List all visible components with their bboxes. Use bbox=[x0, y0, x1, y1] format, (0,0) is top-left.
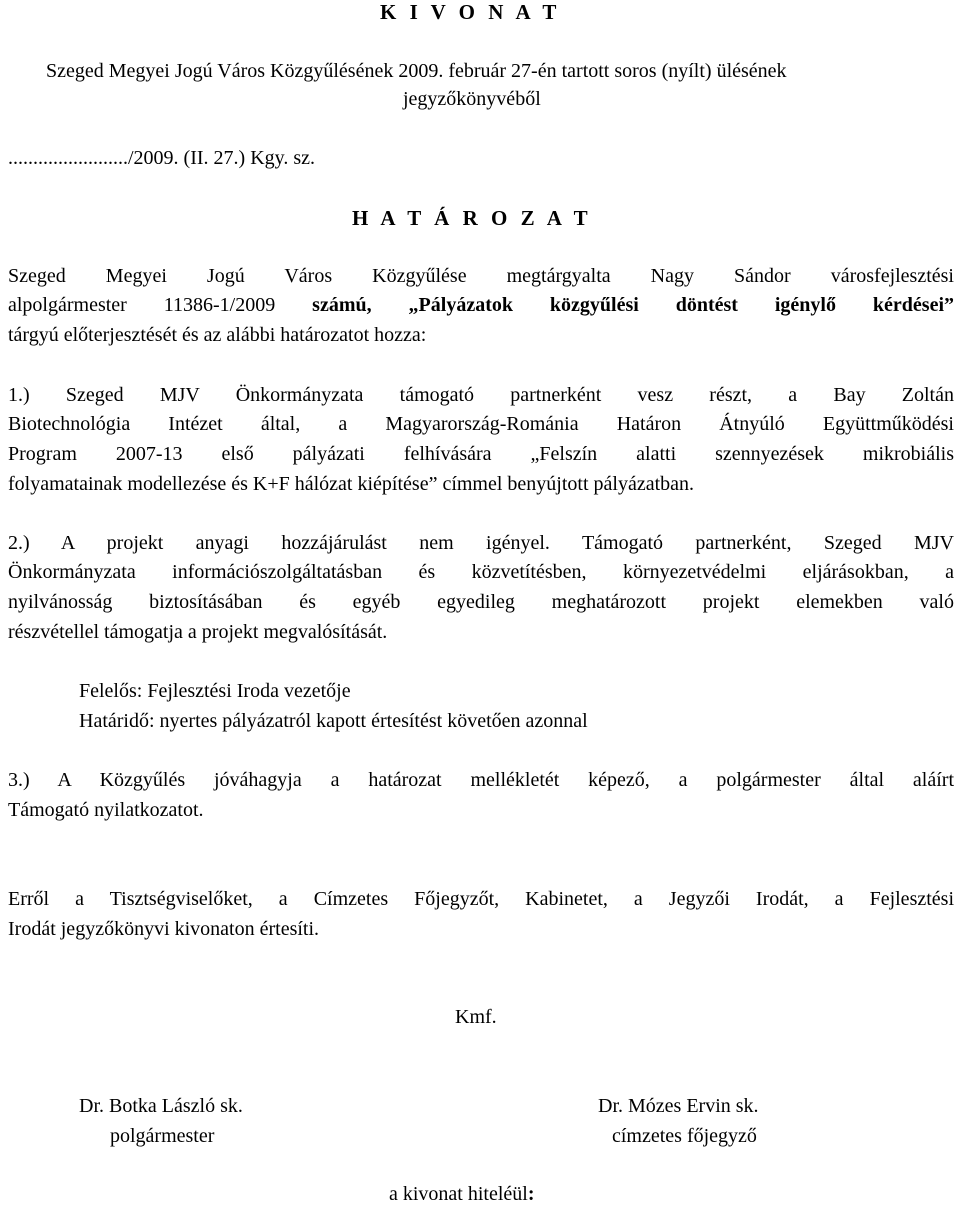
notify-line-1: Erről a Tisztségviselőket, a Címzetes Főjegyzőt, Kabinetet, a Jegyzői Irodát, a Fejlesztési bbox=[8, 888, 954, 910]
resolution-title: H A T Á R O Z A T bbox=[352, 206, 592, 230]
deadline-line: Határidő: nyertes pályázatról kapott értesítést követően azonnal bbox=[79, 710, 588, 732]
signatory-left-title: polgármester bbox=[110, 1125, 215, 1147]
intro-line-2 bbox=[8, 294, 954, 317]
point1-line-4: folyamatainak modellezése és K+F hálózat kiépítése” címmel benyújtott pályázatban. bbox=[8, 473, 695, 495]
source-line-2: jegyzőkönyvéből bbox=[403, 88, 541, 110]
point2-line-4: részvétellel támogatja a projekt megvalósítását. bbox=[8, 621, 388, 643]
certified-colon: : bbox=[527, 1183, 535, 1205]
reference-number: ......................../2009. (II. 27.) Kgy. sz. bbox=[8, 147, 316, 169]
signatory-right-name: Dr. Mózes Ervin sk. bbox=[598, 1095, 759, 1117]
point1-line-1: 1.) Szeged MJV Önkormányzata támogató partnerként vesz részt, a Bay Zoltán bbox=[8, 384, 954, 406]
certified-text: a kivonat hiteléül bbox=[389, 1183, 528, 1205]
point2-line-1: 2.) A projekt anyagi hozzájárulást nem igényel. Támogató partnerként, Szeged MJV bbox=[8, 532, 954, 554]
point3-line-1: 3.) A Közgyűlés jóváhagyja a határozat mellékletét képező, a polgármester által aláírt bbox=[8, 769, 954, 791]
signatory-left-name: Dr. Botka László sk. bbox=[79, 1095, 243, 1117]
intro-line-3: tárgyú előterjesztését és az alábbi határozatot hozza: bbox=[8, 324, 427, 346]
document-title: K I V O N A T bbox=[380, 0, 561, 24]
certified-label bbox=[389, 1183, 535, 1206]
point2-line-3: nyilvánosság biztosításában és egyéb egyedileg meghatározott projekt elemekben való bbox=[8, 591, 954, 613]
point1-line-3: Program 2007-13 első pályázati felhívására „Felszín alatti szennyezések mikrobiális bbox=[8, 443, 954, 465]
point1-line-2: Biotechnológia Intézet által, a Magyarország-Románia Határon Átnyúló Együttműködési bbox=[8, 413, 954, 435]
responsible-line: Felelős: Fejlesztési Iroda vezetője bbox=[79, 680, 351, 702]
notify-line-2: Irodát jegyzőkönyvi kivonaton értesíti. bbox=[8, 918, 320, 940]
source-line-1: Szeged Megyei Jogú Város Közgyűlésének 2009. február 27-én tartott soros (nyílt) ülésének bbox=[46, 60, 787, 82]
point2-line-2: Önkormányzata információszolgáltatásban és közvetítésben, környezetvédelmi eljárásokban, a bbox=[8, 561, 954, 583]
point3-line-2: Támogató nyilatkozatot. bbox=[8, 799, 204, 821]
intro-line-2-text: alpolgármester 11386-1/2009 bbox=[8, 294, 313, 316]
signatory-right-title: címzetes főjegyző bbox=[612, 1125, 757, 1147]
intro-subject-bold: számú, „Pályázatok közgyűlési döntést igénylő kérdései” bbox=[312, 294, 954, 316]
kmf-label: Kmf. bbox=[455, 1006, 497, 1028]
intro-line-1: Szeged Megyei Jogú Város Közgyűlése megtárgyalta Nagy Sándor városfejlesztési bbox=[8, 265, 954, 287]
